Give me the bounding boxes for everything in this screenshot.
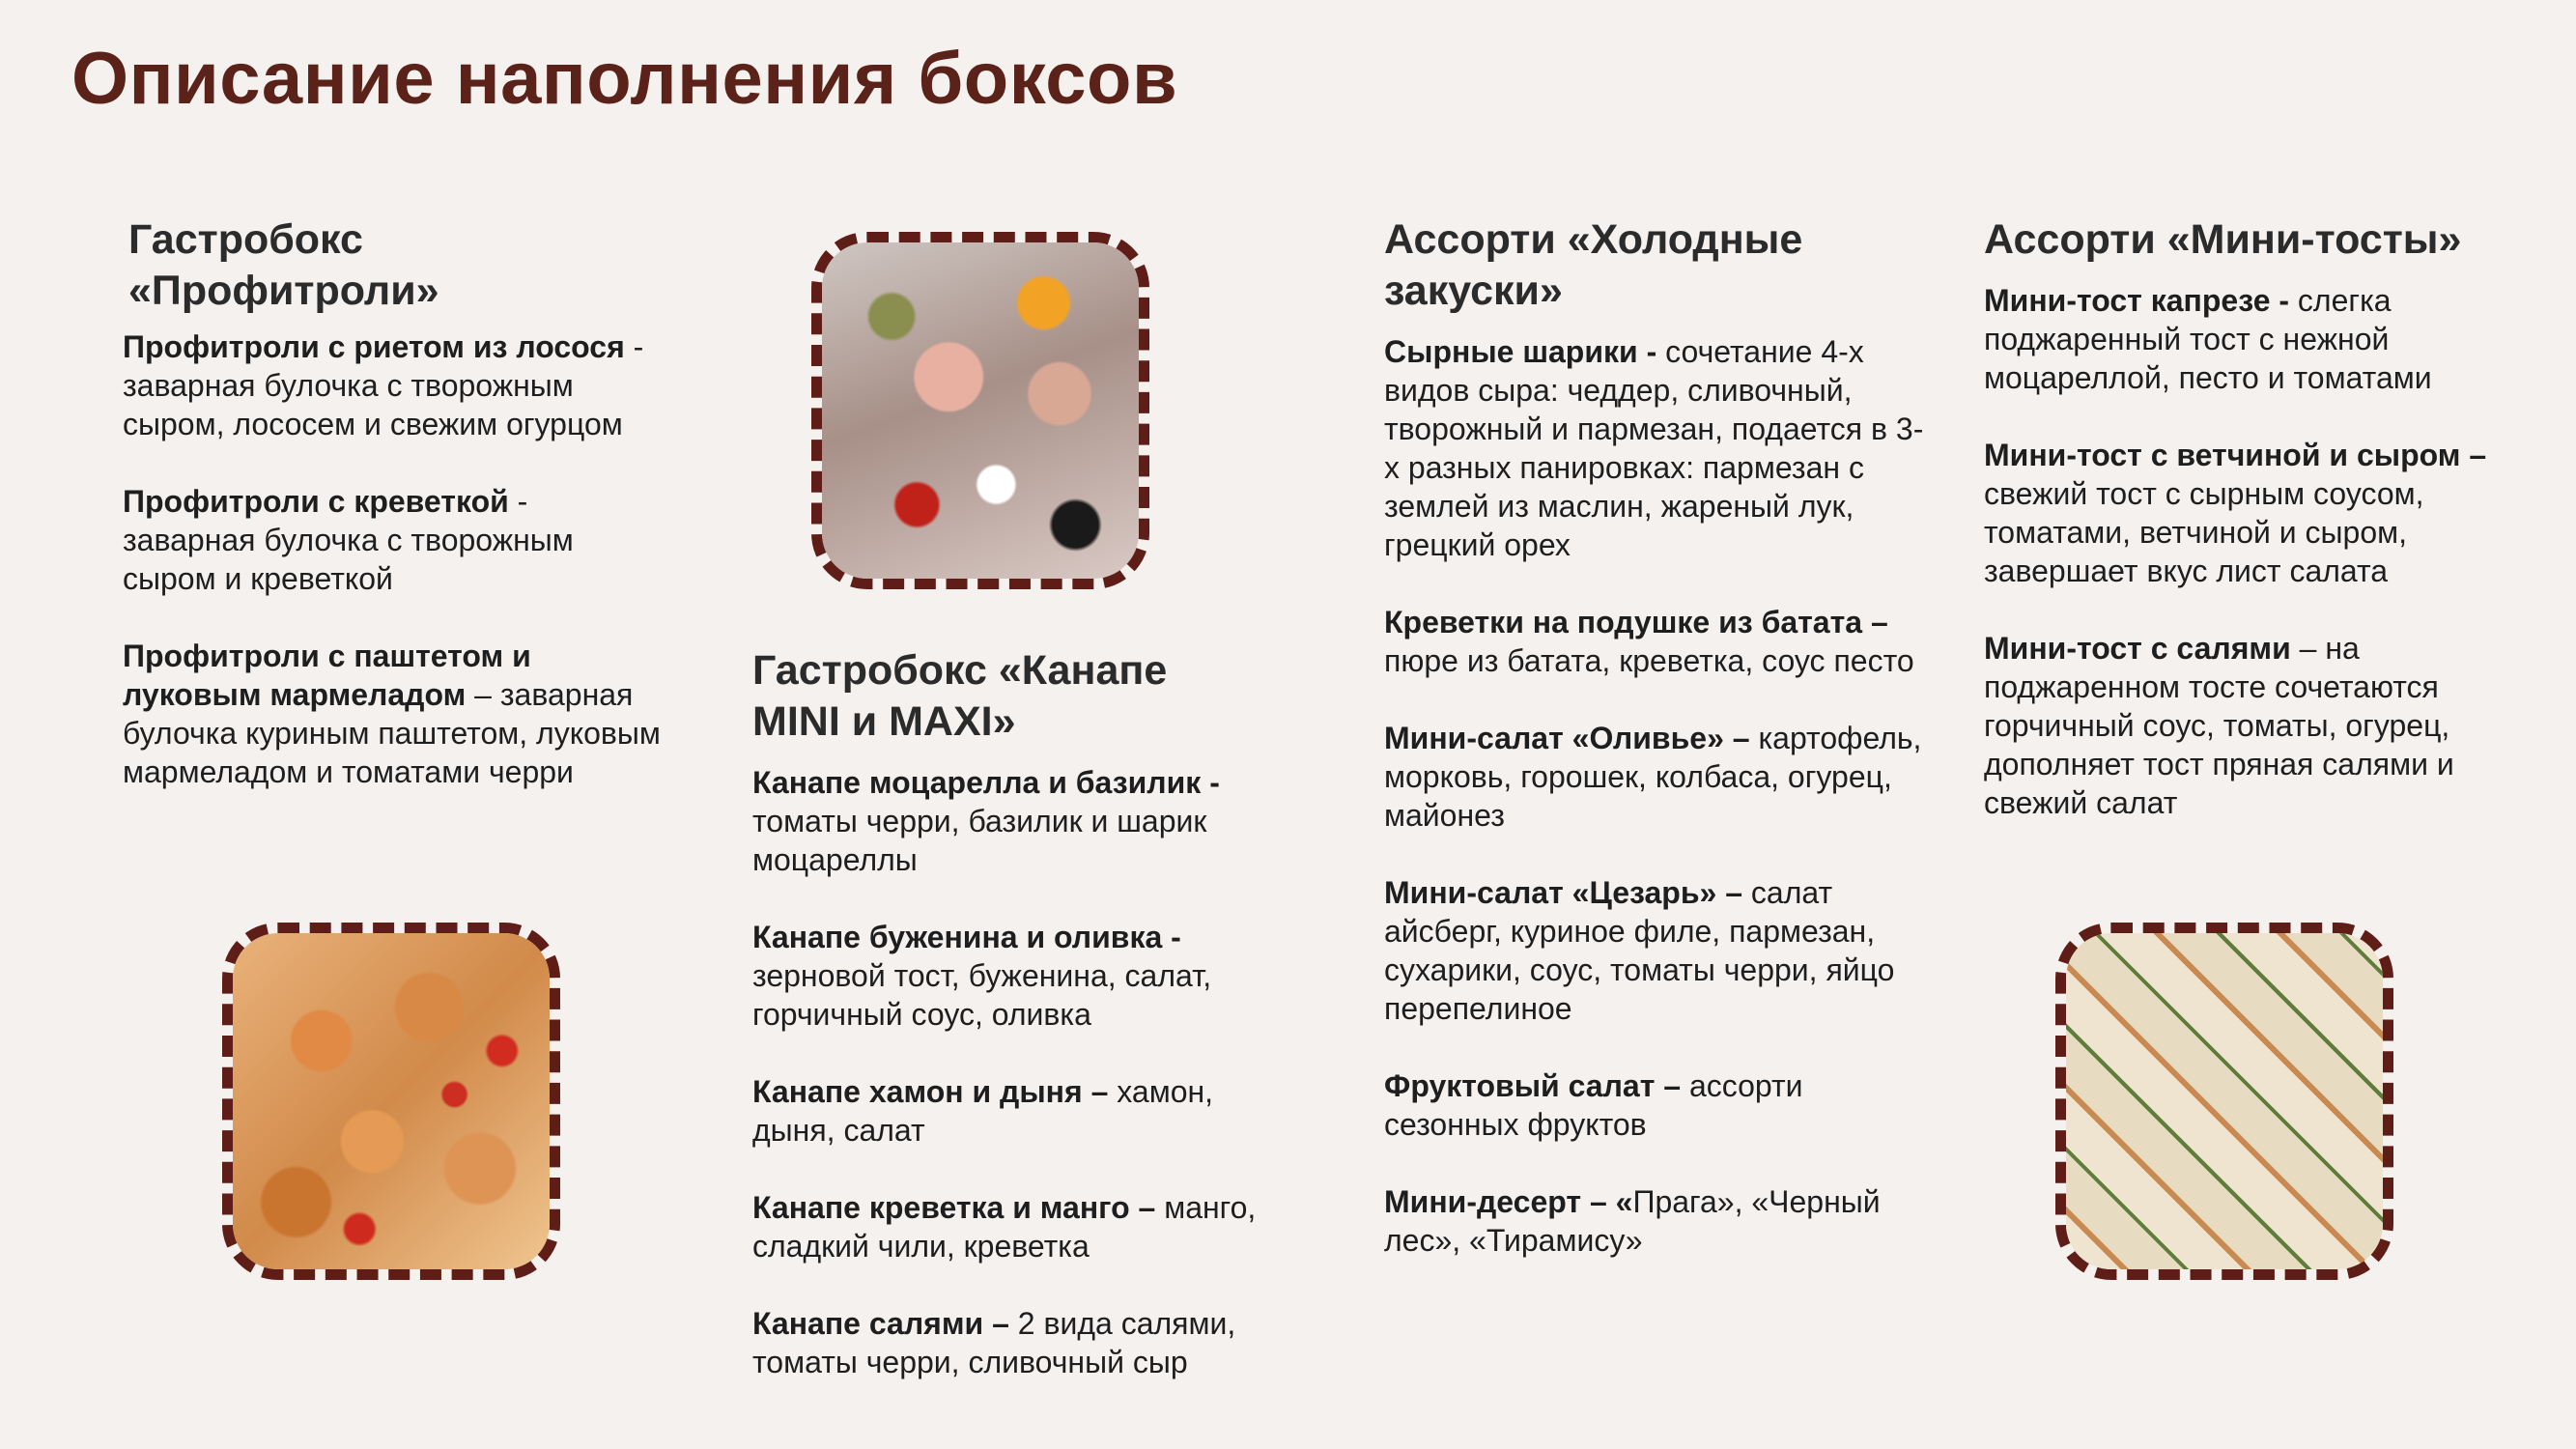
item-desc: салат айсберг, куриное филе, пармезан, сухарики, соус, томаты черри, яйцо перепелиное bbox=[1384, 875, 1895, 1026]
list-item bbox=[1384, 1182, 1925, 1260]
item-desc: - заварная булочка с творожным сыром и креветкой bbox=[123, 484, 574, 596]
item-name: Мини-тост с салями bbox=[1984, 631, 2291, 666]
item-name: Канапе креветка и манго – bbox=[752, 1190, 1156, 1225]
list-item bbox=[1384, 719, 1925, 835]
item-desc: томаты черри, базилик и шарик моцареллы bbox=[752, 804, 1207, 877]
column-cold-snacks bbox=[1384, 214, 1925, 1298]
item-desc: хамон, дыня, салат bbox=[752, 1074, 1214, 1148]
list-item bbox=[1384, 873, 1925, 1028]
item-desc: картофель, морковь, горошек, колбаса, огурец, майонез bbox=[1384, 721, 1922, 833]
list-item bbox=[752, 1072, 1293, 1150]
list-item bbox=[123, 482, 664, 598]
item-desc: свежий тост с сырным соусом, томатами, ветчиной и сыром, завершает вкус лист салата bbox=[1984, 476, 2424, 588]
item-name: Мини-десерт – « bbox=[1384, 1184, 1633, 1219]
item-name: Фруктовый салат – bbox=[1384, 1068, 1682, 1103]
column-heading: Гастробокс «Профитроли» bbox=[128, 216, 439, 314]
toasts-photo-frame bbox=[2055, 923, 2393, 1280]
item-name: Мини-салат «Оливье» – bbox=[1384, 721, 1750, 755]
item-name: Сырные шарики - bbox=[1384, 334, 1657, 369]
list-item bbox=[1984, 436, 2525, 590]
item-name: Мини-салат «Цезарь» – bbox=[1384, 875, 1742, 910]
item-desc: – на поджаренном тосте сочетаются горчичный соус, томаты, огурец, дополняет тост пряная салями и свежий салат bbox=[1984, 631, 2454, 820]
list-item bbox=[1984, 281, 2525, 397]
list-item bbox=[752, 763, 1293, 879]
item-desc: ассорти сезонных фруктов bbox=[1384, 1068, 1803, 1142]
column-canape bbox=[752, 645, 1293, 1420]
item-desc: зерновой тост, буженина, салат, горчичный соус, оливка bbox=[752, 958, 1212, 1032]
item-desc: Прага», «Черный лес», «Тирамису» bbox=[1384, 1184, 1881, 1258]
item-name: Канапе буженина и оливка - bbox=[752, 920, 1181, 954]
list-item bbox=[123, 327, 664, 443]
page-title: Описание наполнения боксов bbox=[71, 38, 1178, 120]
item-desc: манго, сладкий чили, креветка bbox=[752, 1190, 1257, 1264]
item-name: Профитроли с риетом из лосося bbox=[123, 329, 625, 364]
profiteroles-photo-frame bbox=[222, 923, 560, 1280]
column-mini-toasts bbox=[1984, 214, 2525, 861]
canape-photo-frame bbox=[811, 232, 1149, 589]
item-name: Мини-тост с ветчиной и сыром – bbox=[1984, 438, 2487, 472]
item-desc: слегка поджаренный тост с нежной моцареллой, песто и томатами bbox=[1984, 283, 2432, 395]
item-desc: - заварная булочка с творожным сыром, лососем и свежим огурцом bbox=[123, 329, 644, 441]
item-desc: сочетание 4-х видов сыра: чеддер, сливочный, творожный и пармезан, подается в 3-х разных панировках: пармезан с землей из маслин, жареный лук, грецкий орех bbox=[1384, 334, 1924, 562]
item-name: Канапе хамон и дыня – bbox=[752, 1074, 1109, 1109]
list-item bbox=[123, 637, 664, 791]
list-item bbox=[1384, 603, 1925, 680]
item-name: Профитроли с креветкой bbox=[123, 484, 509, 519]
item-desc: пюре из батата, креветка, соус песто bbox=[1384, 643, 1914, 678]
column-profiteroles bbox=[123, 214, 664, 830]
column-heading: Гастробокс «Канапе MINI и MAXI» bbox=[752, 647, 1168, 745]
list-item bbox=[1384, 1066, 1925, 1144]
list-item bbox=[1384, 332, 1925, 564]
column-heading: Ассорти «Холодные закуски» bbox=[1384, 216, 1803, 314]
list-item bbox=[752, 1304, 1293, 1381]
toasts-photo bbox=[2066, 933, 2383, 1269]
item-name: Профитроли с паштетом и луковым мармеладом bbox=[123, 639, 531, 712]
item-name: Канапе салями – bbox=[752, 1306, 1009, 1341]
item-name: Мини-тост капрезе - bbox=[1984, 283, 2290, 318]
column-heading: Ассорти «Мини-тосты» bbox=[1984, 216, 2462, 263]
list-item bbox=[752, 1188, 1293, 1265]
item-desc: – заварная булочка куриным паштетом, луковым мармеладом и томатами черри bbox=[123, 677, 661, 789]
list-item bbox=[1984, 629, 2525, 822]
canape-photo bbox=[822, 242, 1139, 579]
item-name: Канапе моцарелла и базилик - bbox=[752, 765, 1220, 800]
item-desc: 2 вида салями, томаты черри, сливочный сыр bbox=[752, 1306, 1236, 1379]
item-name: Креветки на подушке из батата – bbox=[1384, 605, 1888, 639]
list-item bbox=[752, 918, 1293, 1034]
profiteroles-photo bbox=[233, 933, 550, 1269]
